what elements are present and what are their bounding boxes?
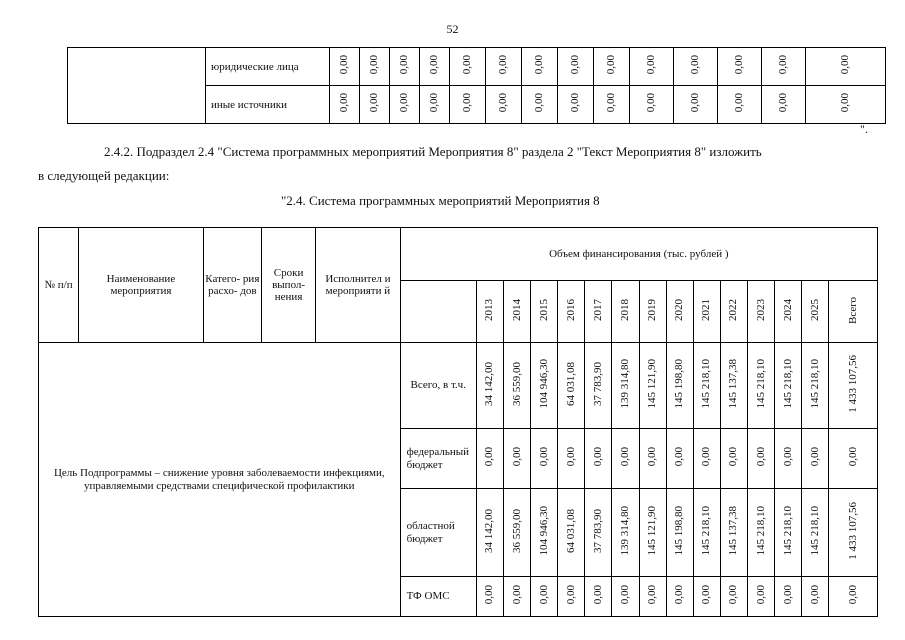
top-table-cell [330, 86, 360, 124]
funding-cell [531, 577, 558, 617]
funding-cell [476, 489, 503, 577]
year-header-label: 2020 [673, 299, 686, 321]
funding-value: 0,00 [646, 447, 659, 467]
top-table-cell [558, 86, 594, 124]
funding-cell [612, 343, 639, 429]
top-table-value: 0,00 [777, 55, 789, 75]
funding-value: 0,00 [483, 585, 496, 605]
funding-cell [531, 343, 558, 429]
header-terms: Сроки выпол- нения [261, 228, 315, 343]
year-header-label: 2019 [646, 299, 659, 321]
top-table-cell [522, 86, 558, 124]
funding-cell [504, 577, 531, 617]
funding-value: 145 218,10 [700, 506, 713, 556]
funding-cell [666, 429, 693, 489]
funding-cell [693, 577, 720, 617]
funding-cell [775, 577, 802, 617]
year-header-cell [612, 281, 639, 343]
top-table-cell [806, 48, 886, 86]
year-header-label: 2015 [537, 299, 550, 321]
funding-value: 0,00 [673, 447, 686, 467]
funding-cell [829, 429, 878, 489]
funding-cell [639, 429, 666, 489]
funding-cell [639, 343, 666, 429]
top-table-value: 0,00 [497, 55, 509, 75]
funding-cell [802, 489, 829, 577]
year-header-cell [585, 281, 612, 343]
funding-value: 0,00 [727, 447, 740, 467]
top-table-value: 0,00 [533, 55, 545, 75]
funding-cell [775, 343, 802, 429]
funding-cell [558, 429, 585, 489]
top-table-value: 0,00 [398, 93, 410, 113]
top-table-value: 0,00 [839, 55, 851, 75]
top-table-value: 0,00 [428, 55, 440, 75]
funding-value: 0,00 [700, 585, 713, 605]
top-table-value: 0,00 [368, 93, 380, 113]
year-header-cell [720, 281, 747, 343]
funding-cell [612, 489, 639, 577]
funding-value: 145 218,10 [754, 506, 767, 556]
top-table-value: 0,00 [569, 55, 581, 75]
funding-cell [829, 577, 878, 617]
top-table-value: 0,00 [461, 55, 473, 75]
funding-value: 0,00 [510, 447, 523, 467]
top-table-value: 0,00 [497, 93, 509, 113]
year-header-cell [829, 281, 878, 343]
year-header-cell [504, 281, 531, 343]
top-table-cell [360, 48, 390, 86]
funding-cell [558, 489, 585, 577]
funding-value: 104 946,30 [537, 506, 550, 556]
funding-cell [802, 429, 829, 489]
page-number: 52 [446, 22, 459, 36]
funding-cell [829, 489, 878, 577]
funding-cell [693, 343, 720, 429]
funding-cell [720, 429, 747, 489]
funding-value: 145 218,10 [700, 359, 713, 409]
funding-cell [639, 577, 666, 617]
top-table-cell [486, 48, 522, 86]
funding-value: 0,00 [591, 585, 604, 605]
goal-cell [39, 343, 401, 617]
year-header-cell [558, 281, 585, 343]
funding-value: 0,00 [564, 585, 577, 605]
header-executor: Исполнител и мероприяти й [316, 228, 400, 343]
year-header-label: 2023 [754, 299, 767, 321]
top-table-cell [594, 86, 630, 124]
funding-value: 1 433 107,56 [846, 355, 859, 413]
funding-value: 34 142,00 [483, 509, 496, 553]
top-table-cell [390, 86, 420, 124]
funding-value: 0,00 [537, 447, 550, 467]
funding-cell [802, 577, 829, 617]
funding-value: 0,00 [846, 585, 859, 605]
year-header-label: 2016 [564, 299, 577, 321]
closing-quote: ". [860, 122, 868, 136]
funding-value: 0,00 [619, 447, 632, 467]
funding-cell [585, 429, 612, 489]
funding-cell [476, 343, 503, 429]
funding-value: 0,00 [700, 447, 713, 467]
funding-cell [748, 429, 775, 489]
funding-value: 0,00 [537, 585, 550, 605]
header-funding: Объем финансирования (тыс. рублей ) [400, 228, 877, 281]
top-table-value: 0,00 [398, 55, 410, 75]
year-header-cell [639, 281, 666, 343]
funding-value: 36 559,00 [510, 509, 523, 553]
top-table-cell [762, 86, 806, 124]
funding-cell [748, 577, 775, 617]
funding-value: 64 031,08 [564, 362, 577, 406]
top-table-value: 0,00 [839, 93, 851, 113]
funding-cell [504, 429, 531, 489]
funding-value: 0,00 [754, 447, 767, 467]
funding-value: 0,00 [591, 447, 604, 467]
funding-cell [693, 489, 720, 577]
funding-value: 145 137,38 [727, 506, 740, 556]
funding-value: 37 783,90 [591, 509, 604, 553]
year-header-label: 2021 [700, 299, 713, 321]
main-table [38, 227, 878, 617]
top-table-value: 0,00 [605, 93, 617, 113]
funding-value: 0,00 [754, 585, 767, 605]
funding-value: 145 218,10 [808, 359, 821, 409]
top-table-cell [522, 48, 558, 86]
funding-value: 0,00 [619, 585, 632, 605]
header-name: Наименование мероприятия [79, 228, 204, 343]
top-table-row-label: иные источники [206, 86, 330, 124]
top-table-cell [420, 48, 450, 86]
top-table-cell [594, 48, 630, 86]
funding-value: 64 031,08 [564, 509, 577, 553]
top-table-value: 0,00 [368, 55, 380, 75]
funding-cell [585, 489, 612, 577]
paragraph-line-1: 2.4.2. Подраздел 2.4 "Система программных мероприятий Мероприятия 8" раздела 2 "Текст Мероприятия 8" изложить [104, 144, 762, 159]
funding-cell [639, 489, 666, 577]
funding-value: 0,00 [483, 447, 496, 467]
year-header-label: 2024 [781, 299, 794, 321]
top-table-blank-cell [68, 48, 206, 124]
top-table-value: 0,00 [689, 93, 701, 113]
funding-cell [531, 429, 558, 489]
funding-value: 0,00 [781, 585, 794, 605]
funding-value: 145 198,80 [673, 359, 686, 409]
funding-value: 0,00 [564, 447, 577, 467]
funding-cell [720, 343, 747, 429]
paragraph-line-2: в следующей редакции: [38, 168, 170, 183]
funding-value: 36 559,00 [510, 362, 523, 406]
funding-value: 0,00 [846, 447, 859, 467]
funding-value: 0,00 [727, 585, 740, 605]
header-category: Катего- рия расхо- дов [203, 228, 261, 343]
funding-cell [504, 489, 531, 577]
funding-cell [531, 489, 558, 577]
funding-row-label: ТФ ОМС [400, 577, 476, 617]
year-header-label: 2013 [483, 299, 496, 321]
funding-value: 145 218,10 [808, 506, 821, 556]
funding-row-label: Всего, в т.ч. [400, 343, 476, 429]
funding-row [39, 343, 878, 429]
year-header-label: 2018 [619, 299, 632, 321]
funding-value: 145 218,10 [781, 506, 794, 556]
funding-cell [504, 343, 531, 429]
funding-cell [666, 489, 693, 577]
funding-value: 104 946,30 [537, 359, 550, 409]
funding-cell [612, 429, 639, 489]
year-header-label: 2022 [727, 299, 740, 321]
funding-cell [476, 577, 503, 617]
top-table-cell [450, 86, 486, 124]
top-table-cell [330, 48, 360, 86]
funding-cell [476, 429, 503, 489]
header-num: № п/п [39, 228, 79, 343]
funding-cell [720, 489, 747, 577]
funding-cell [666, 577, 693, 617]
funding-value: 0,00 [510, 585, 523, 605]
top-table-value: 0,00 [689, 55, 701, 75]
top-table-value: 0,00 [428, 93, 440, 113]
top-table-value: 0,00 [569, 93, 581, 113]
funding-value: 0,00 [808, 447, 821, 467]
year-header-cell [748, 281, 775, 343]
year-header-label: Всего [846, 296, 859, 324]
funding-value: 0,00 [781, 447, 794, 467]
year-header-cell [476, 281, 503, 343]
top-table-cell [486, 86, 522, 124]
top-table-cell [360, 86, 390, 124]
funding-value: 145 218,10 [781, 359, 794, 409]
top-table-value: 0,00 [605, 55, 617, 75]
funding-row-label: областной бюджет [400, 489, 476, 577]
top-table-value: 0,00 [461, 93, 473, 113]
top-table-cell [718, 86, 762, 124]
funding-cell [748, 489, 775, 577]
top-table-cell [630, 86, 674, 124]
funding-value: 0,00 [808, 585, 821, 605]
funding-cell [612, 577, 639, 617]
top-table-row [68, 48, 886, 86]
top-table-value: 0,00 [533, 93, 545, 113]
funding-cell [693, 429, 720, 489]
section-title: "2.4. Система программных мероприятий Мероприятия 8 [281, 193, 600, 208]
funding-cell [829, 343, 878, 429]
top-table-value: 0,00 [645, 55, 657, 75]
funding-value: 145 137,38 [727, 359, 740, 409]
top-table-value: 0,00 [645, 93, 657, 113]
funding-value: 145 121,90 [646, 359, 659, 409]
funding-value: 145 198,80 [673, 506, 686, 556]
goal-text: Цель Подпрограммы – снижение уровня заболеваемости инфекциями, управляемыми средствами специфической профилактики [53, 466, 385, 492]
funding-value: 34 142,00 [483, 362, 496, 406]
top-table-cell [674, 86, 718, 124]
top-table-row-label: юридические лица [206, 48, 330, 86]
year-header-cell [531, 281, 558, 343]
funding-value: 139 314,80 [619, 506, 632, 556]
funding-value: 145 121,90 [646, 506, 659, 556]
funding-cell [775, 489, 802, 577]
funding-cell [720, 577, 747, 617]
top-table-value: 0,00 [338, 93, 350, 113]
funding-cell [802, 343, 829, 429]
year-header-cell [693, 281, 720, 343]
year-header-cell [775, 281, 802, 343]
funding-cell [585, 343, 612, 429]
top-table-value: 0,00 [733, 93, 745, 113]
top-table-cell [558, 48, 594, 86]
year-header-label: 2017 [591, 299, 604, 321]
year-header-cell [666, 281, 693, 343]
year-header-label: 2025 [808, 299, 821, 321]
top-table-cell [718, 48, 762, 86]
funding-cell [775, 429, 802, 489]
top-table-cell [420, 86, 450, 124]
top-table-value: 0,00 [338, 55, 350, 75]
funding-cell [748, 343, 775, 429]
year-header-empty-cell [400, 281, 476, 343]
funding-value: 37 783,90 [591, 362, 604, 406]
top-table-cell [674, 48, 718, 86]
funding-cell [558, 343, 585, 429]
funding-value: 145 218,10 [754, 359, 767, 409]
year-header-label: 2014 [510, 299, 523, 321]
top-table-cell [762, 48, 806, 86]
top-table-value: 0,00 [733, 55, 745, 75]
funding-value: 0,00 [646, 585, 659, 605]
top-table-cell [806, 86, 886, 124]
funding-row-label: федеральный бюджет [400, 429, 476, 489]
funding-cell [585, 577, 612, 617]
funding-cell [666, 343, 693, 429]
year-header-cell [802, 281, 829, 343]
top-table-cell [630, 48, 674, 86]
top-table [67, 47, 886, 124]
top-table-cell [450, 48, 486, 86]
funding-value: 1 433 107,56 [846, 502, 859, 560]
funding-value: 139 314,80 [619, 359, 632, 409]
funding-cell [558, 577, 585, 617]
top-table-cell [390, 48, 420, 86]
top-table-value: 0,00 [777, 93, 789, 113]
funding-value: 0,00 [673, 585, 686, 605]
